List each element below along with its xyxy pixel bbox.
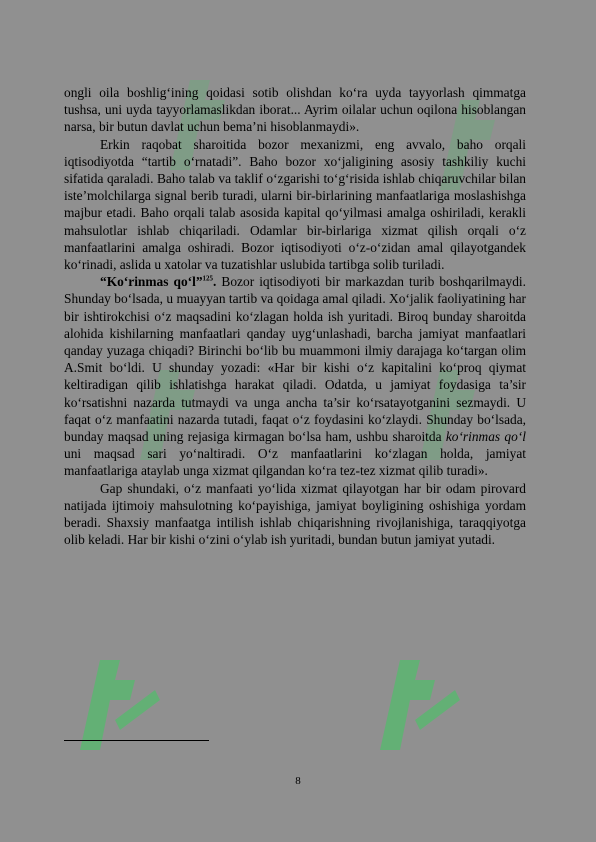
paragraph-market-mechanism: Erkin raqobat sharoitida bozor mexanizmi, eng avvalo, baho orqali iqtisodiyotda “tartib o‘rnatadi”. Baho bozor xo‘jaligining asosiy tashkiliy kuchi sifatida qaraladi. Baho talab va taklif o‘zgarishi to‘g‘risida ishlab chiqaruvchilar bilan iste’molchilarga signal berib turadi, ularni bir-birlarining manfaatlariga moslashishga majbur etadi. Baho orqali talab asosida kapital qo‘yilmasi amalga oshiriladi, kerakli mahsulotlar ishlab chiqariladi. Odamlar bir-birlariga xizmat qilish orqali o‘z manfaatlarini amalga oshiradi. Bozor iqtisodiyoti o‘z-o‘zidan amal qilayotgandek ko‘rinadi, aslida u xatolar va tuzatishlar uslubida tartibga solib turiladi. (64, 136, 526, 273)
footnote-reference[interactable]: 125 (202, 274, 214, 283)
paragraph-text: uni maqsad sari yo‘naltiradi. O‘z manfaatlarini ko‘zlagan holda, jamiyat manfaatlariga ataylab unga xizmat qilgandan ko‘ra tez-tez xizmat qilib turadi». (64, 446, 526, 479)
section-heading: “Ko‘rinmas qo‘l” (100, 274, 203, 290)
heading-dot: . (213, 274, 217, 290)
paragraph-invisible-hand (64, 273, 526, 479)
paragraph-continuation: ongli oila boshlig‘ining qoidasi sotib olishdan ko‘ra uyda tayyorlash qimmatga tushsa, uni uyda tayyorlamaslikdan iborat... Ayrim oilalar uchun oqilona hisoblangan narsa, bir butun davlat uchun bema’ni hisoblanmaydi». (64, 85, 526, 135)
paragraph-text: Bozor iqtisodiyoti bir markazdan turib boshqarilmaydi. Shunday bo‘lsada, u muayyan tartib va qoidaga amal qiladi. Xo‘jalik faoliyatining har bir ishtirokchisi o‘z maqsadini ko‘zlagan holda ish yuritadi. Biroq bunday sharoitda alohida kishilarning manfaatlari qanday uyg‘unlashadi, barcha jamiyat manfaatlari qanday yuzaga chiqadi? Birinchi bo‘lib bu muammoni ilmiy darajaga ko‘targan olim A.Smit bo‘ldi. U shunday yozadi: «Har bir kishi o‘z kapitalini ko‘proq qiymat keltiradigan qilib ishlatishga harakat qiladi. Odatda, u jamiyat foydasiga ta’sir ko‘rsatishni nazarda tutmaydi va unga ancha ta’sir ko‘rsatayotganini sezmaydi. U faqat o‘z manfaatini nazarda tutadi, faqat o‘z foydasini ko‘zlaydi. Shunday bo‘lsada, bunday maqsad uning rejasiga kirmagan bo‘lsa ham, ushbu sharoitda (64, 274, 526, 445)
footnote-divider (64, 740, 209, 741)
watermark-logo-icon (60, 620, 170, 770)
italic-term: ko‘rinmas qo‘l (445, 429, 526, 445)
body-text (64, 84, 526, 548)
watermark-logo-icon (360, 620, 470, 770)
page-number: 8 (295, 775, 301, 787)
paragraph-self-interest: Gap shundaki, o‘z manfaati yo‘lida xizmat qilayotgan har bir odam pirovard natijada ijtimoiy mahsulotning ko‘payishiga, jamiyat boyligining oshishiga yordam beradi. Shaxsiy manfaatga intilish ishlab chiqarishning rivojlanishiga, taraqqiyotga olib keladi. Har bir kishi o‘zini o‘ylab ish yuritadi, bundan butun jamiyat yutadi. (64, 480, 526, 548)
